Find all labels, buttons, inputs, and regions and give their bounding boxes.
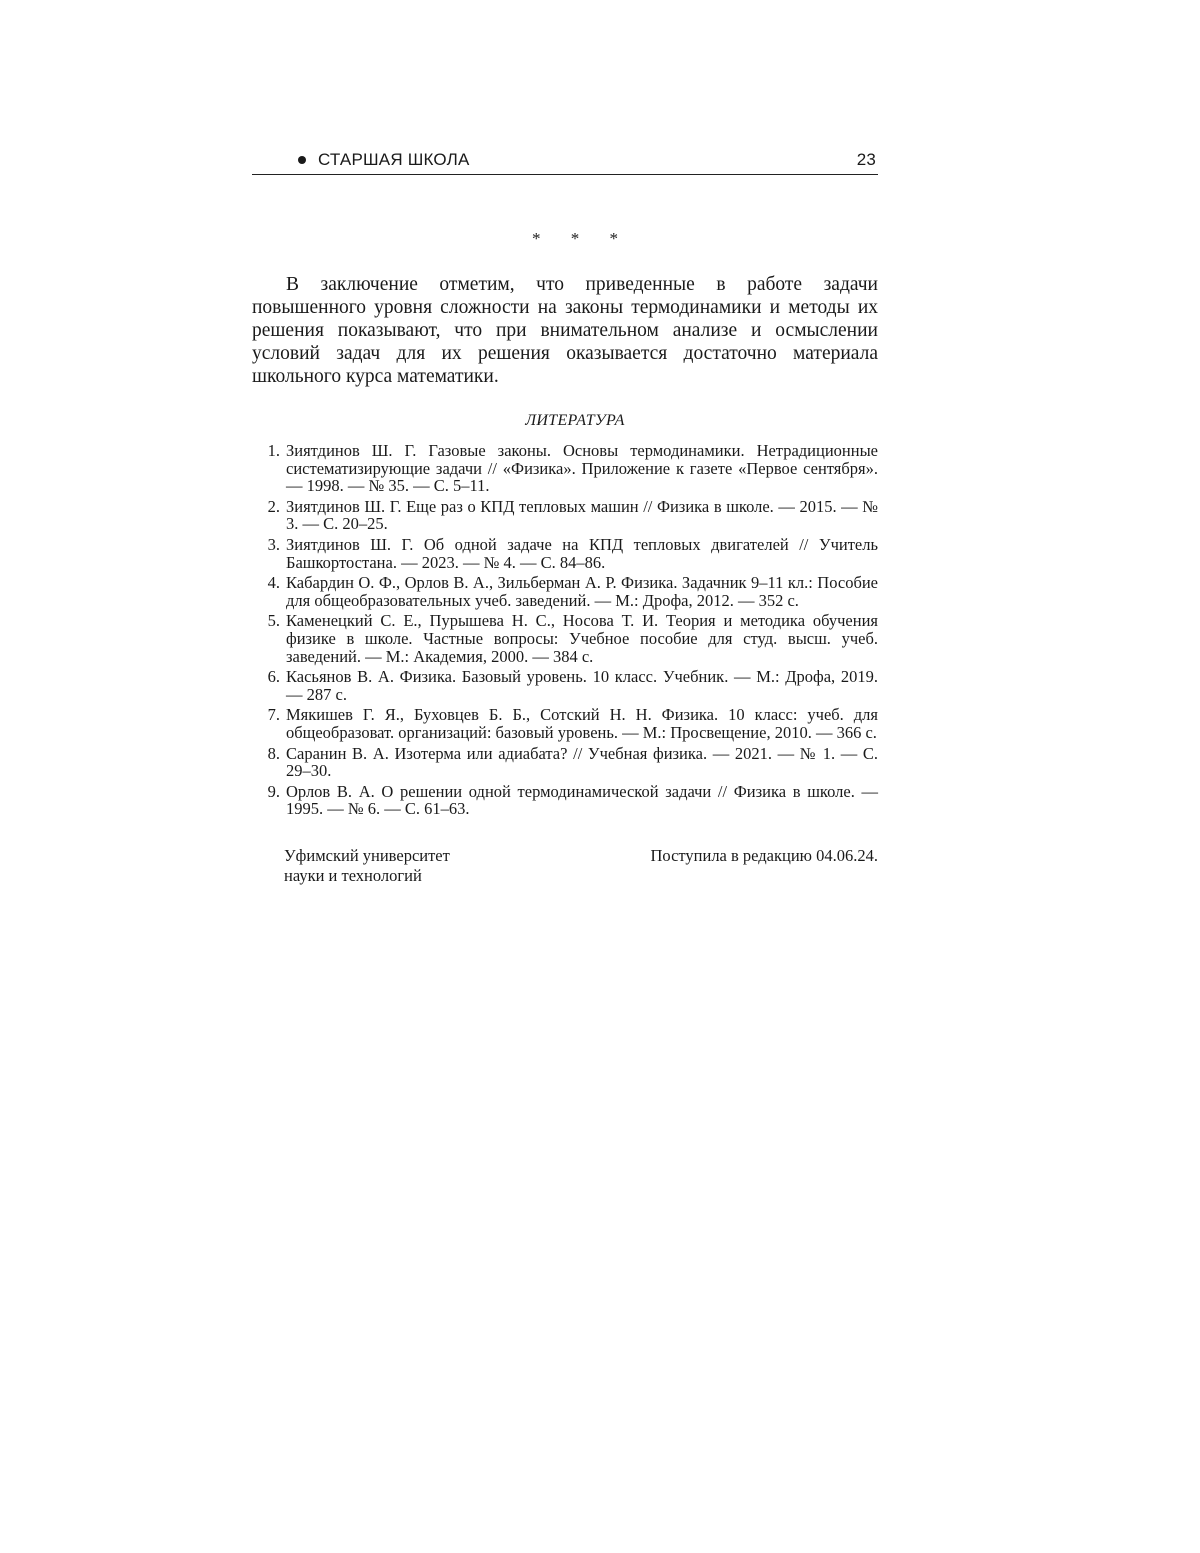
reference-number: 3. [267,534,280,554]
reference-text: Касьянов В. А. Физика. Базовый уровень. 10 класс. Учебник. — М.: Дрофа, 2019. — 287 с. [286,667,878,704]
reference-number: 7. [267,705,280,725]
reference-item [252,783,878,818]
reference-number: 4. [267,573,280,593]
reference-number: 9. [267,781,280,801]
section-separator: * * * [532,229,618,248]
affiliation-line: Уфимский университет [284,845,450,865]
conclusion-paragraph: В заключение отметим, что приведенные в работе задачи повышенного уровня сложности на законы термодинамики и методы их решения показывают, что при внимательном анализе и осмыслении условий задач для их решения оказывается достаточно материала школьного курса математики. [252,274,878,387]
reference-item [252,745,878,780]
page-number: 23 [856,150,876,169]
journal-page [252,150,878,886]
running-head [252,150,878,175]
reference-item [252,442,878,495]
reference-item [252,706,878,741]
section-title-group [298,150,470,170]
author-affiliation [284,846,450,886]
reference-number: 6. [267,667,280,687]
reference-text: Саранин В. А. Изотерма или адиабата? // Учебная физика. — 2021. — № 1. — С. 29–30. [286,743,878,781]
reference-text: Каменецкий С. Е., Пурышева Н. С., Носова Т. И. Теория и методика обучения физике в школе. Частные вопросы: Учебное пособие для студ. высш. учеб. заведений. — М.: Академия, 2000. — 384 с. [286,611,878,666]
reference-item [252,612,878,665]
received-date: Поступила в редакцию 04.06.24. [650,845,878,865]
reference-number: 1. [267,441,280,460]
literature-heading: ЛИТЕРАТУРА [525,412,625,429]
reference-text: Зиятдинов Ш. Г. Еще раз о КПД тепловых машин // Физика в школе. — 2015. — № 3. — С. 20–25. [286,496,878,534]
reference-list [252,442,878,818]
reference-number: 2. [267,496,280,516]
article-footer [252,846,878,886]
reference-number: 5. [267,611,280,631]
bullet-icon [298,156,306,164]
section-title: СТАРШАЯ ШКОЛА [318,150,470,169]
reference-item [252,498,878,533]
reference-text: Мякишев Г. Я., Буховцев Б. Б., Сотский Н. Н. Физика. 10 класс: учеб. для общеобразоват. организаций: базовый уровень. — М.: Просвещение, 2010. — 366 с. [286,705,878,742]
reference-text: Кабардин О. Ф., Орлов В. А., Зильберман А. Р. Физика. Задачник 9–11 кл.: Пособие для общеобразовательных учеб. заведений. — М.: Дрофа, 2012. — 352 с. [286,573,878,610]
affiliation-line: науки и технологий [284,865,422,885]
reference-item [252,574,878,609]
reference-number: 8. [267,743,280,763]
reference-item [252,536,878,571]
reference-text: Зиятдинов Ш. Г. Газовые законы. Основы термодинамики. Нетрадиционные систематизирующие задачи // «Физика». Приложение к газете «Первое сентября». — 1998. — № 35. — С. 5–11. [286,441,878,496]
reference-text: Зиятдинов Ш. Г. Об одной задаче на КПД тепловых двигателей // Учитель Башкортостана. — 2023. — № 4. — С. 84–86. [286,534,878,572]
reference-item [252,668,878,703]
reference-text: Орлов В. А. О решении одной термодинамической задачи // Физика в школе. — 1995. — № 6. — С. 61–63. [286,781,878,819]
